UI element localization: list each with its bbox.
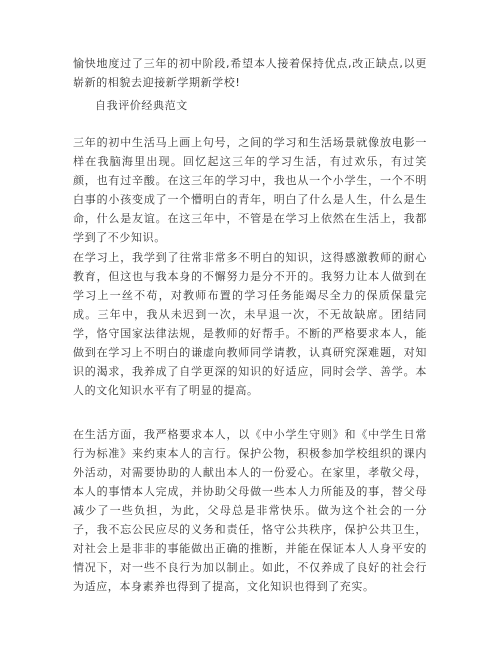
paragraph-school-life: 三年的初中生活马上画上句号，之间的学习和生活场景就像放电影一样在我脑海里出现。回忆起这三年的学习生活，有过欢乐，有过笑颜，也有过辛酸。在这三年的学习中，我也从一个小学生，一个不明白事的小孩变成了一个懵明白的青年，明白了什么是人生，什么是生命，什么是友谊。在这三年中，不管是在学习上依然在生活上，我都学到了不少知识。 [73,136,427,244]
paragraph-study: 在学习上，我学到了往常非常多不明白的知识，这得感激教师的耐心教育，但这也与我本身的不懈努力是分不开的。我努力让本人做到在学习上一丝不苟，对教师布置的学习任务能竭尽全力的保质保量完成。三年中，我从未迟到一次，未早退一次，不无故缺席。团结同学，恪守国家法律法规，是教师的好帮手。不断的严格要求本人，能做到在学习上不明白的谦虚向教师同学请教，认真研究深难题，对知识的渴求，我养成了自学更深的知识的好适应，同时会学、善学。本人的文化知识水平有了明显的提高。 [73,251,427,397]
document-title: 自我评价经典范文 [95,99,188,112]
paragraph-daily-life: 在生活方面，我严格要求本人，以《中小学生守则》和《中学生日常行为标准》来约束本人的言行。保护公物，积极参加学校组织的课内外活动，对需要协助的人献出本人的一份爱心。在家里，孝敬父母，本人的事情本人完成，并协助父母做一些本人力所能及的事，替父母减少了一些负担，为此，父母总是非常快乐。做为这个社会的一分子，我不忘公民应尽的义务和责任，恪守公共秩序，保护公共卫生，对社会上是非非的事能做出正确的推断，并能在保证本人人身平安的情况下，对一些不良行为加以制止。如此，不仅养成了良好的社会行为适应，本身素养也得到了提高，文化知识也得到了充实。 [73,428,427,593]
intro-paragraph: 愉快地度过了三年的初中阶段,希望本人接着保持优点,改正缺点,以更崭新的相貌去迎接新学期新学校! [73,57,427,89]
